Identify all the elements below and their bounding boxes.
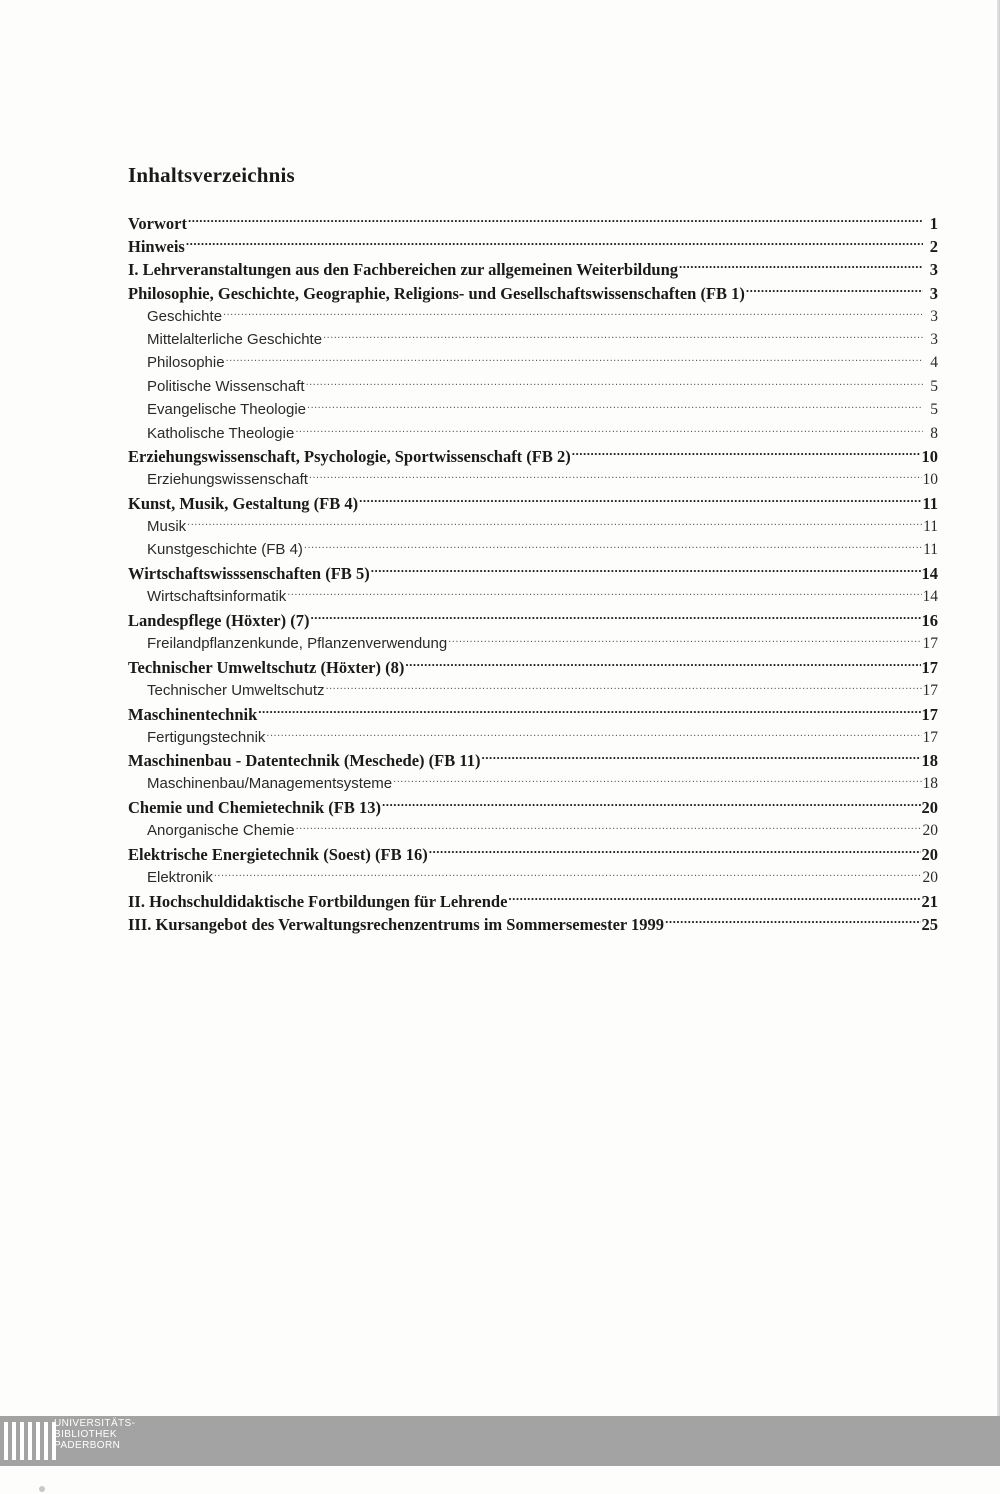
toc-dot-leader (393, 773, 921, 788)
toc-page-number: 16 (921, 611, 938, 631)
toc-page-number: 3 (930, 307, 938, 325)
toc-page-number: 20 (921, 798, 938, 818)
toc-dot-leader (186, 235, 923, 252)
toc-dot-leader (572, 446, 921, 463)
toc-entry-sub (128, 329, 938, 352)
library-logo-icon (4, 1422, 56, 1460)
toc-entry-label: Chemie und Chemietechnik (FB 13) (128, 798, 381, 818)
toc-page-number: 3 (929, 283, 938, 303)
toc-entry-sub (128, 820, 938, 843)
library-name-line3: PADERBORN (54, 1440, 121, 1451)
toc-dot-leader (323, 329, 923, 344)
toc-page-number: 17 (921, 704, 938, 724)
toc-entry-main (128, 235, 938, 258)
toc-dot-leader (448, 633, 921, 648)
toc-entry-label: Kunstgeschichte (FB 4) (147, 541, 303, 559)
page-title: Inhaltsverzeichnis (128, 163, 295, 187)
toc-page-number: 2 (929, 236, 938, 256)
toc-entry-label: Erziehungswissenschaft, Psychologie, Sportwissenschaft (FB 2) (128, 447, 571, 467)
toc-entry-sub (128, 773, 938, 796)
library-name-line2: BIBLIOTHEK (54, 1429, 117, 1440)
toc-dot-leader (665, 914, 920, 931)
toc-entry-label: Freilandpflanzenkunde, Pflanzenverwendung (147, 635, 448, 653)
toc-page-number: 17 (922, 681, 938, 699)
toc-entry-label: II. Hochschuldidaktische Fortbildungen für Lehrende (128, 891, 508, 911)
toc-entry-main (128, 212, 938, 235)
toc-entry-label: Hinweis (128, 236, 185, 256)
toc-page-number: 14 (922, 588, 938, 606)
toc-entry-label: Anorganische Chemie (147, 822, 295, 840)
toc-entry-sub (128, 516, 938, 539)
toc-dot-leader (405, 656, 920, 673)
toc-entry-sub (128, 727, 938, 750)
toc-dot-leader (296, 820, 922, 835)
toc-dot-leader (223, 306, 923, 321)
toc-page-number: 8 (930, 424, 938, 442)
toc-entry-label: Technischer Umweltschutz (Höxter) (8) (128, 657, 405, 677)
toc-dot-leader (679, 259, 923, 276)
toc-entry-label: Katholische Theologie (147, 424, 295, 442)
toc-entry-label: Maschinentechnik (128, 704, 258, 724)
toc-dot-leader (508, 890, 920, 907)
toc-dot-leader (429, 844, 921, 861)
logo-dot-icon (39, 1486, 45, 1492)
toc-page-number: 18 (921, 751, 938, 771)
toc-page-number: 10 (921, 447, 938, 467)
toc-entry-sub (128, 867, 938, 890)
toc-page-number: 17 (922, 635, 938, 653)
toc-entry-main (128, 844, 938, 867)
toc-entry-sub (128, 469, 938, 492)
toc-entry-main (128, 446, 938, 469)
toc-entry-main (128, 750, 938, 773)
toc-page-number: 21 (921, 891, 938, 911)
toc-entry-label: Elektrische Energietechnik (Soest) (FB 16) (128, 845, 428, 865)
toc-entry-main (128, 914, 938, 937)
toc-entry-label: Politische Wissenschaft (147, 377, 305, 395)
library-footer-bar (0, 1416, 1000, 1466)
toc-entry-main (128, 610, 938, 633)
toc-dot-leader (187, 516, 922, 531)
toc-entry-label: Mittelalterliche Geschichte (147, 330, 323, 348)
toc-entry-label: Erziehungswissenschaft (147, 471, 308, 489)
toc-entry-label: Maschinenbau/Managementsysteme (147, 775, 393, 793)
toc-dot-leader (371, 563, 921, 580)
toc-entry-sub (128, 306, 938, 329)
toc-page-number: 11 (923, 541, 938, 559)
toc-entry-sub (128, 539, 938, 562)
toc-entry-main (128, 563, 938, 586)
toc-entry-label: Elektronik (147, 868, 213, 886)
library-name (54, 1418, 135, 1451)
toc-page-number: 18 (922, 775, 938, 793)
toc-entry-sub (128, 376, 938, 399)
toc-dot-leader (266, 727, 921, 742)
toc-page-number: 17 (922, 728, 938, 746)
toc-entry-main (128, 282, 938, 305)
toc-entry-main (128, 259, 938, 282)
toc-page-number: 11 (923, 518, 938, 536)
library-name-line1: UNIVERSITÄTS- (54, 1418, 136, 1429)
toc-entry-label: I. Lehrveranstaltungen aus den Fachbereichen zur allgemeinen Weiterbildung (128, 260, 679, 280)
toc-entry-main (128, 890, 938, 913)
toc-dot-leader (295, 423, 923, 438)
table-of-contents (128, 212, 938, 937)
toc-entry-sub (128, 399, 938, 422)
toc-page-number: 14 (921, 564, 938, 584)
toc-dot-leader (188, 212, 923, 229)
toc-dot-leader (307, 399, 923, 414)
toc-dot-leader (309, 469, 922, 484)
toc-entry-main (128, 703, 938, 726)
toc-dot-leader (287, 586, 921, 601)
toc-entry-sub (128, 633, 938, 656)
toc-page-number: 3 (930, 330, 938, 348)
toc-entry-sub (128, 423, 938, 446)
toc-entry-label: Geschichte (147, 307, 223, 325)
toc-dot-leader (326, 680, 922, 695)
toc-entry-label: Musik (147, 518, 187, 536)
toc-entry-label: Wirtschaftsinformatik (147, 588, 287, 606)
toc-dot-leader (214, 867, 922, 882)
toc-entry-label: Technischer Umweltschutz (147, 681, 325, 699)
toc-dot-leader (746, 282, 923, 299)
toc-entry-label: Kunst, Musik, Gestaltung (FB 4) (128, 494, 359, 514)
toc-dot-leader (304, 539, 922, 554)
toc-entry-label: Vorwort (128, 213, 187, 233)
toc-entry-label: III. Kursangebot des Verwaltungsrechenzentrums im Sommersemester 1999 (128, 915, 665, 935)
toc-dot-leader (359, 493, 921, 510)
toc-entry-label: Fertigungstechnik (147, 728, 266, 746)
toc-entry-label: Maschinenbau - Datentechnik (Meschede) (FB 11) (128, 751, 481, 771)
toc-entry-sub (128, 352, 938, 375)
toc-page-number: 3 (929, 260, 938, 280)
toc-dot-leader (258, 703, 920, 720)
toc-page-number: 5 (930, 401, 938, 419)
toc-page-number: 20 (922, 868, 938, 886)
toc-dot-leader (310, 610, 920, 627)
toc-entry-label: Landespflege (Höxter) (7) (128, 611, 310, 631)
toc-entry-main (128, 797, 938, 820)
toc-dot-leader (306, 376, 923, 391)
toc-dot-leader (226, 352, 923, 367)
toc-page-number: 4 (930, 354, 938, 372)
toc-dot-leader (382, 797, 921, 814)
toc-dot-leader (481, 750, 920, 767)
toc-entry-label: Philosophie, Geschichte, Geographie, Religions- und Gesellschaftswissenschaften (FB 1) (128, 283, 745, 303)
toc-entry-main (128, 493, 938, 516)
toc-page-number: 20 (922, 822, 938, 840)
toc-entry-sub (128, 586, 938, 609)
toc-entry-main (128, 656, 938, 679)
toc-page-number: 20 (921, 845, 938, 865)
toc-page-number: 17 (921, 657, 938, 677)
toc-page-number: 25 (921, 915, 938, 935)
toc-page-number: 1 (929, 213, 938, 233)
toc-page-number: 10 (922, 471, 938, 489)
toc-entry-label: Philosophie (147, 354, 225, 372)
toc-entry-label: Wirtschaftswisssenschaften (FB 5) (128, 564, 370, 584)
toc-page-number: 5 (930, 377, 938, 395)
toc-page-number: 11 (922, 494, 938, 514)
toc-entry-sub (128, 680, 938, 703)
toc-entry-label: Evangelische Theologie (147, 401, 307, 419)
